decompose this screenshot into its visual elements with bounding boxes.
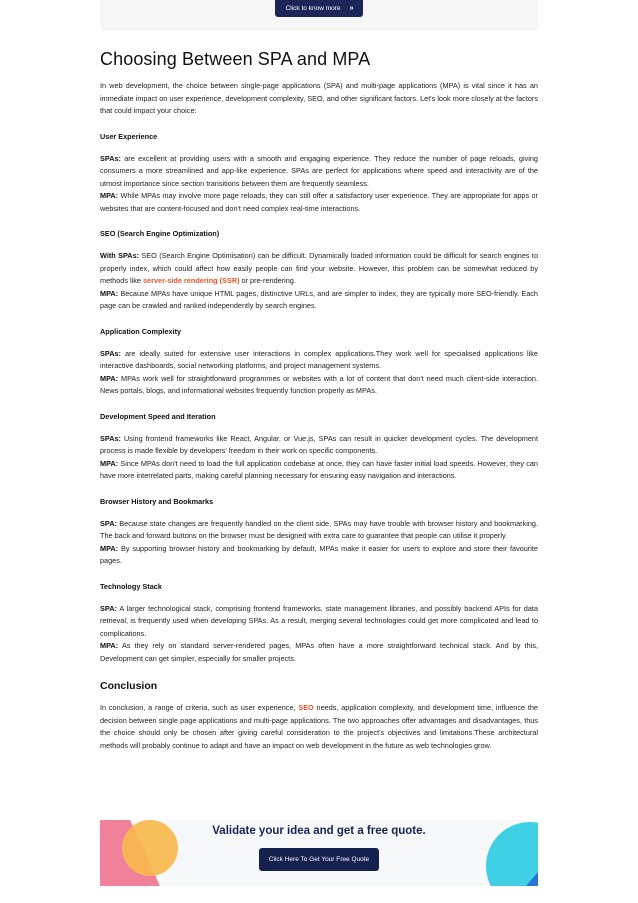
cta-title: Validate your idea and get a free quote. [212,825,426,837]
mpa-paragraph [100,190,538,215]
article [100,46,538,752]
mpa-paragraph [100,373,538,398]
mpa-paragraph [100,543,538,568]
spa-label: With SPAs: [100,251,140,260]
mpa-paragraph [100,458,538,483]
mpa-paragraph [100,640,538,665]
spa-text: SEO (Search Engine Optimisation) can be difficult. Dynamically loaded information could be difficult for search engines to properly index, which could affect how easily people can find your website. However, this problem can be somewhat reduced by methods like [100,251,539,285]
mpa-label: MPA: [100,458,119,468]
mpa-text: While MPAs may involve more page reloads, they can still offer a satisfactory user experience. They are appropriate for apps or websites that are content-focused and don't need complex real-time interactions. [100,191,538,213]
spa-label: SPAs: [100,153,121,163]
spa-label: SPA: [100,603,117,613]
mpa-text: Since MPAs don't need to load the full application codebase at once, they can have faster initial load speeds. However, they can have more interrelated parts, making careful planning necessary for ensuring easy navigation and interactions. [100,458,538,480]
page-title: Choosing Between SPA and MPA [100,49,371,69]
spa-text: A larger technological stack, comprising frontend frameworks, state management libraries, and possibly backend APIs for data retrieval, is frequently used when developing SPAs. As a result, merging several technologies could get more complicated and lead to complications. [100,603,538,638]
conclusion-paragraph [100,702,538,752]
spa-text: are ideally suited for extensive user interactions in complex applications.They work well for specialised applications like interactive dashboards, social networking platforms, and project management systems. [100,348,538,370]
spa-paragraph [100,348,538,373]
spa-label: SPA: [100,518,117,528]
know-more-label: Click to know more [285,5,341,12]
mpa-text: MPAs work well for straightforward programmes or websites with a lot of content that don't need much client-side interaction. News portals, blogs, and informational websites frequently function properly as MPAs. [100,373,538,395]
spa-label: SPAs: [100,348,121,358]
mpa-text: By supporting browser history and bookmarking by default, MPAs make it easier for users to explore and store their favourite pages. [100,543,538,565]
spa-label: SPAs: [100,433,121,443]
ssr-link[interactable]: server-side rendering (SSR) [143,276,240,285]
section-heading: User Experience [100,131,158,141]
conclusion-text-end: needs, application complexity, and development time, influence the decision between single page applications and multi-page applications. The two approaches offer advantages and disadvantages, thus the choice should only be chosen after giving careful consideration to the project's objectives and limitations.These architectural methods will probably continue to adapt and have an impact on web development in the future as web technologies grow. [100,703,538,750]
section-heading: Technology Stack [100,581,162,591]
spa-text: Because state changes are frequently handled on the client side, SPAs may have trouble with browser history and bookmarking. The back and forward buttons on the browser must be designed with extra care to guarantee that people can utilise it properly. [100,518,538,540]
spa-paragraph [100,603,538,641]
mpa-text: As they rely on standard server-rendered pages, MPAs often have a more straightforward technical stack. And by this, Development can get simpler, especially for smaller projects. [100,641,538,663]
intro-paragraph: In web development, the choice between single-page applications (SPA) and multi-page applications (MPA) is vital since it has an immediate impact on user experience, development complexity, SEO, and other significant factors. Let's look more closely at the factors that could impact your choice: [100,81,538,115]
mpa-label: MPA: [100,373,119,383]
section-heading: SEO (Search Engine Optimization) [100,229,220,238]
section-heading: Browser History and Bookmarks [100,496,214,506]
mpa-label: MPA: [100,288,119,298]
mpa-text: Because MPAs have unique HTML pages, distinctive URLs, and are simpler to index, they are typically more SEO-friendly. Each page can be crawled and ranked independently by search engines. [100,288,538,310]
know-more-button[interactable] [275,0,363,17]
spa-paragraph [100,433,538,458]
seo-link[interactable]: SEO [298,703,314,712]
mpa-paragraph [100,288,538,313]
spa-paragraph [100,153,538,191]
mpa-label: MPA: [100,641,119,650]
spa-paragraph [100,250,538,288]
spa-text-end: or pre-rendering. [239,276,296,285]
spa-text: Using frontend frameworks like React, Angular, or Vue.js, SPAs can result in quicker development cycles. The development process is made flexible by developers' freedom in their work on specific components. [100,433,538,455]
get-quote-button[interactable]: Click Here To Get Your Free Quote [259,848,379,871]
cta-banner [100,820,538,886]
spa-paragraph [100,518,538,543]
mpa-label: MPA: [100,543,119,553]
section-heading: Application Complexity [100,326,182,336]
section-heading: Development Speed and Iteration [100,411,216,421]
conclusion-text: In conclusion, a range of criteria, such as user experience, [100,703,299,712]
double-chevron-right-icon: » [349,5,353,12]
conclusion-heading: Conclusion [100,680,158,692]
spa-text: are excellent at providing users with a smooth and engaging experience. They reduce the number of page reloads, giving consumers a more streamlined and app-like experience. SPAs are perfect for applications where speed and interactivity are of the utmost importance since section transitions between them are frequently seamless. [100,153,538,188]
mpa-label: MPA: [100,191,119,200]
